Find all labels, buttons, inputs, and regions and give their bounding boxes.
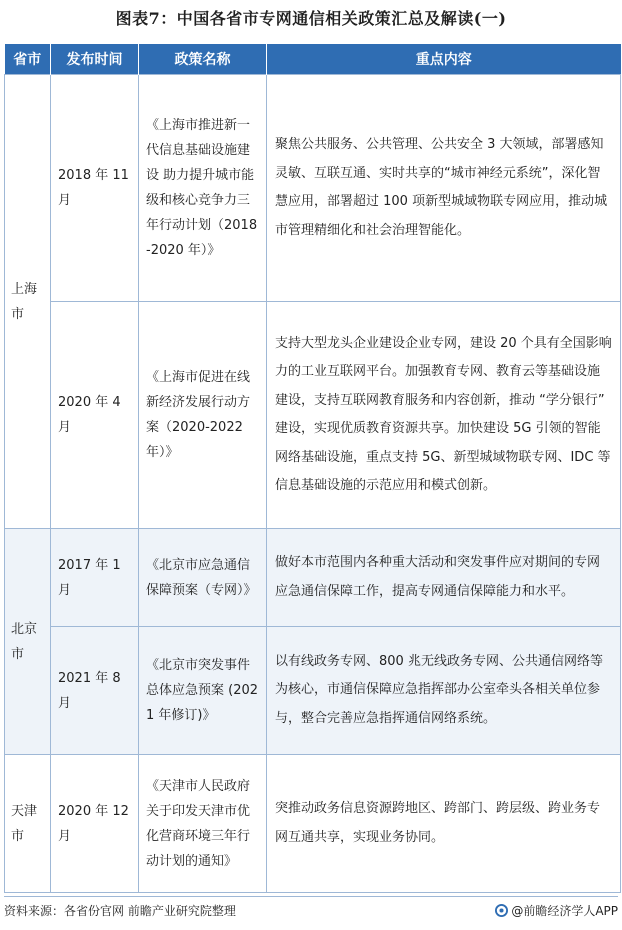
policy-name-cell: 《天津市人民政府关于印发天津市优化营商环境三年行动计划的通知》 [139,755,267,893]
province-cell: 北京市 [5,529,51,755]
qianzhan-logo-icon [495,904,508,917]
province-cell: 上海市 [5,75,51,529]
key-content-cell: 聚焦公共服务、公共管理、公共安全 3 大领域，部署感知灵敏、互联互通、实时共享的“城市神经元系统”，深化智慧应用，部署超过 100 项新型城域物联专网应用，推动城市管理精细化和社会治理智能化。 [267,75,621,302]
policy-name-cell: 《北京市应急通信保障预案（专网）》 [139,529,267,627]
table-row [5,75,621,302]
table-header-row [5,44,621,75]
date-cell: 2021 年 8 月 [51,627,139,755]
header-policy-name: 政策名称 [139,44,267,75]
key-content-cell: 以有线政务专网、800 兆无线政务专网、公共通信网络等为核心，市通信保障应急指挥部办公室牵头各相关单位参与，整合完善应急指挥通信网络系统。 [267,627,621,755]
policy-table [4,44,621,893]
policy-name-cell: 《北京市突发事件总体应急预案 (2021 年修订)》 [139,627,267,755]
page-title: 图表7：中国各省市专网通信相关政策汇总及解读(一) [115,9,507,28]
date-cell: 2020 年 4 月 [51,302,139,529]
key-content-cell: 突推动政务信息资源跨地区、跨部门、跨层级、跨业务专网互通共享，实现业务协同。 [267,755,621,893]
date-cell: 2017 年 1 月 [51,529,139,627]
key-content-cell: 做好本市范围内各种重大活动和突发事件应对期间的专网应急通信保障工作，提高专网通信保障能力和水平。 [267,529,621,627]
footer-divider [4,896,618,897]
key-content-cell: 支持大型龙头企业建设企业专网，建设 20 个具有全国影响力的工业互联网平台。加强教育专网、教育云等基础设施建设，支持互联网教育服务和内容创新，推动 “学分银行” 建设，实现优质教育资源共享。加快建设 5G 引领的智能网络基础设施，重点支持 5G、新型城域物联专网、IDC 等信息基础设施的示范应用和模式创新。 [267,302,621,529]
brand-label: @前瞻经济学人APP [511,904,618,918]
policy-name-cell: 《上海市推进新一代信息基础设施建设 助力提升城市能级和核心竞争力三年行动计划（2018-2020 年）》 [139,75,267,302]
table-row [5,627,621,755]
source-note: 资料来源：各省份官网 前瞻产业研究院整理 [4,904,236,918]
table-row [5,529,621,627]
date-cell: 2020 年 12 月 [51,755,139,893]
province-cell: 天津市 [5,755,51,893]
header-key-content: 重点内容 [267,44,621,75]
date-cell: 2018 年 11 月 [51,75,139,302]
table-row [5,755,621,893]
table-row [5,302,621,529]
policy-name-cell: 《上海市促进在线新经济发展行动方案（2020-2022 年）》 [139,302,267,529]
header-date: 发布时间 [51,44,139,75]
brand-credit [495,902,618,919]
header-province: 省市 [5,44,51,75]
